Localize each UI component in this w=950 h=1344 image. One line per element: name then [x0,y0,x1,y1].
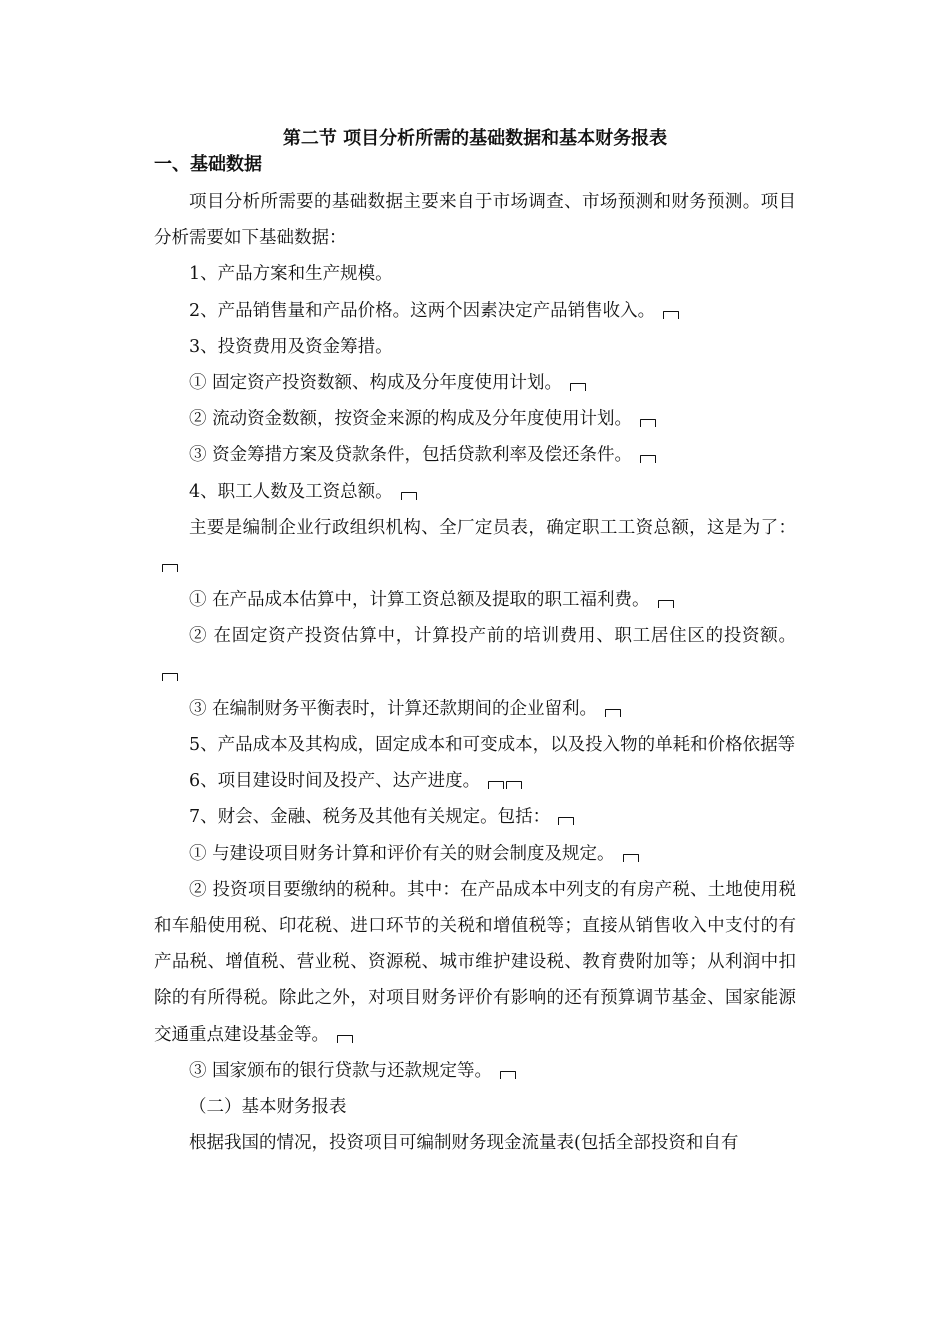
paragraph [154,293,796,329]
paragraph-text: ③ 在编制财务平衡表时，计算还款期间的企业留利。 [189,698,598,719]
paragraph-text: ① 固定资产投资数额、构成及分年度使用计划。 [189,373,563,394]
paragraph-text: 1、产品方案和生产规模。 [189,264,393,285]
section-title: 第二节 项目分析所需的基础数据和基本财务报表 [282,128,668,149]
paragraph-mark-icon [640,419,656,427]
paragraph-text: ② 投资项目要缴纳的税种。其中：在产品成本中列支的有房产税、土地使用税和车船使用税、印花税、进口环节的关税和增值税等；直接从销售收入中支付的有产品税、增值税、营业税、资源税、城市维护建设税、教育费附加等；从利润中扣除的有所得税。除此之外，对项目财务评价有影响的还有预算调节基金、国家能源交通重点建设基金等。 [154,879,796,1045]
paragraph-mark-icon [640,455,656,463]
paragraph-mark-icon [506,781,522,789]
paragraph-text: ① 与建设项目财务计算和评价有关的财会制度及规定。 [189,843,615,864]
paragraph [154,836,796,872]
paragraph-mark-icon [623,854,639,862]
paragraph-mark-icon [337,1035,353,1043]
paragraph-text: ③ 资金筹措方案及贷款条件，包括贷款利率及偿还条件。 [189,445,633,466]
paragraph [154,872,796,1053]
paragraph [154,474,796,510]
paragraph [154,401,796,437]
paragraph-text: 5、产品成本及其构成，固定成本和可变成本，以及投入物的单耗和价格依据等 [189,735,796,756]
paragraph [154,437,796,473]
paragraph-mark-icon [658,600,674,608]
paragraph-mark-icon [488,781,504,789]
paragraph-mark-icon [558,817,574,825]
paragraph [154,1089,796,1125]
paragraph-text: 7、财会、金融、税务及其他有关规定。包括： [189,807,551,828]
paragraph-text: 3、投资费用及资金筹措。 [189,336,393,357]
paragraph [154,365,796,401]
paragraph [154,1053,796,1089]
paragraph [154,329,796,365]
paragraph-text: 项目分析所需要的基础数据主要来自于市场调查、市场预测和财务预测。项目分析需要如下基础数据： [154,192,796,249]
paragraph-mark-icon [401,492,417,500]
paragraph-text: 6、项目建设时间及投产、达产进度。 [189,771,481,792]
paragraph-mark-icon [162,564,178,572]
paragraph [154,727,796,763]
paragraph [154,256,796,292]
paragraph-text: （二）基本财务报表 [189,1097,347,1118]
paragraph-mark-icon [663,311,679,319]
paragraph [154,763,796,799]
paragraph-text: 4、职工人数及工资总额。 [189,481,393,502]
paragraph [154,691,796,727]
paragraph-text: ③ 国家颁布的银行贷款与还款规定等。 [189,1060,493,1081]
paragraph-mark-icon [500,1071,516,1079]
heading-basic-data: 一、基础数据 [154,154,262,175]
body-text [154,184,796,1161]
paragraph [154,582,796,618]
paragraph-mark-icon [162,673,178,681]
paragraph-text: ① 在产品成本估算中，计算工资总额及提取的职工福利费。 [189,590,650,611]
paragraph [154,184,796,256]
paragraph [154,799,796,835]
paragraph [154,1125,796,1161]
paragraph-mark-icon [570,383,586,391]
paragraph-text: 根据我国的情况，投资项目可编制财务现金流量表(包括全部投资和自有 [189,1133,739,1154]
paragraph-mark-icon [605,709,621,717]
paragraph [154,510,796,582]
paragraph-text: 2、产品销售量和产品价格。这两个因素决定产品销售收入。 [189,300,656,321]
paragraph-text: 主要是编制企业行政组织机构、全厂定员表，确定职工工资总额，这是为了： [189,517,796,538]
paragraph-text: ② 在固定资产投资估算中，计算投产前的培训费用、职工居住区的投资额。 [189,626,796,647]
paragraph [154,618,796,690]
paragraph-text: ② 流动资金数额，按资金来源的构成及分年度使用计划。 [189,409,633,430]
